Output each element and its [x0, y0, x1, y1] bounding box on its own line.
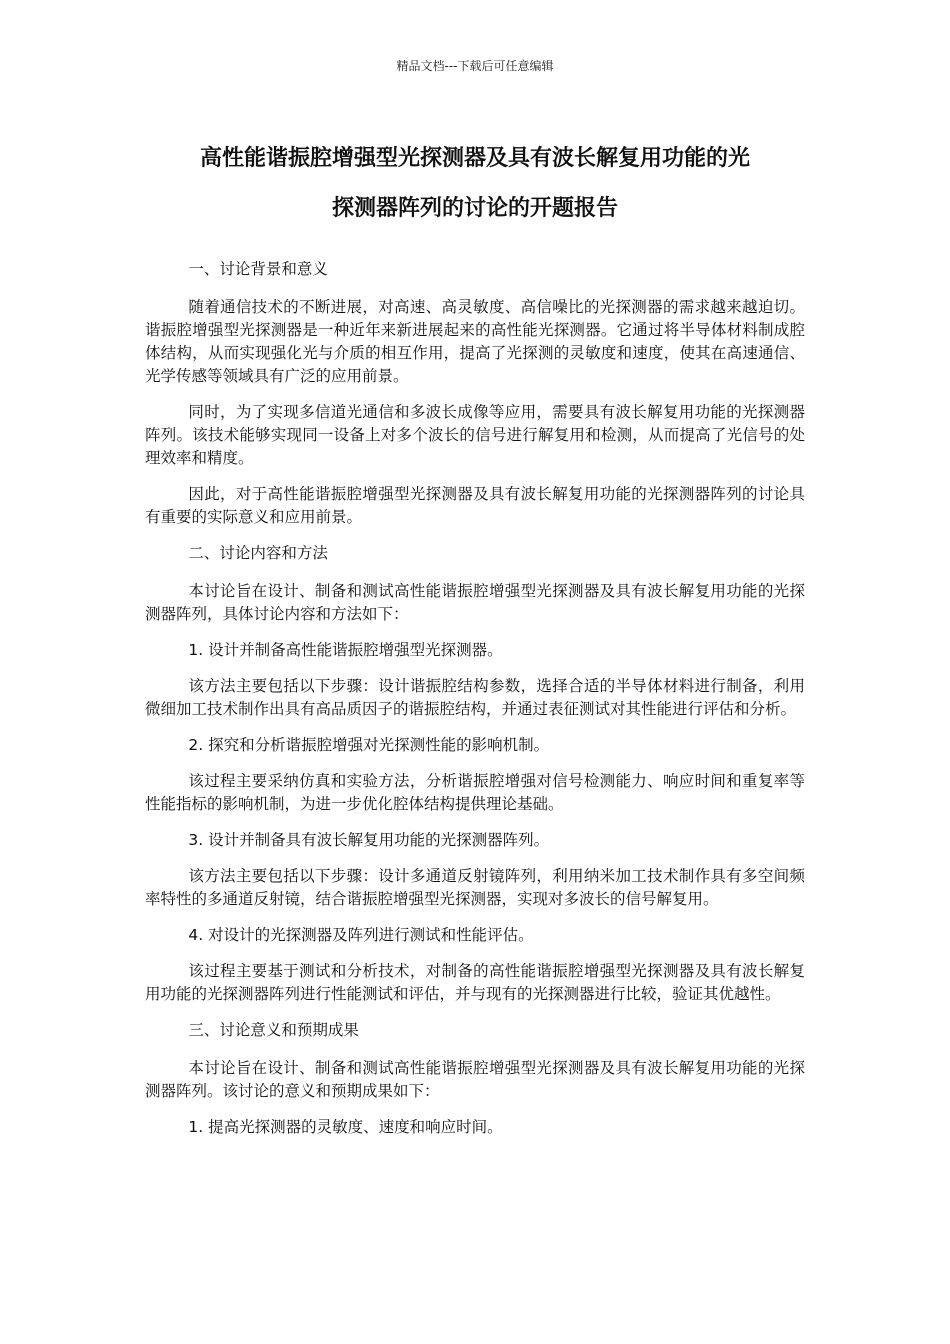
document-body — [145, 258, 805, 1152]
list-item: 4. 对设计的光探测器及阵列进行测试和性能评估。 — [188, 926, 534, 944]
section-heading-background: 一、讨论背景和意义 — [188, 260, 328, 278]
paragraph: 本讨论旨在设计、制备和测试高性能谐振腔增强型光探测器及具有波长解复用功能的光探测器阵列。该讨论的意义和预期成果如下： — [145, 1059, 805, 1100]
list-item: 3. 设计并制备具有波长解复用功能的光探测器阵列。 — [188, 831, 550, 849]
title-line-1: 高性能谐振腔增强型光探测器及具有波长解复用功能的光 — [199, 146, 750, 171]
document-title — [145, 134, 805, 234]
list-item: 2. 探究和分析谐振腔增强对光探测性能的影响机制。 — [188, 736, 550, 754]
paragraph: 该方法主要包括以下步骤：设计多通道反射镜阵列，利用纳米加工技术制作具有多空间频率特性的多通道反射镜，结合谐振腔增强型光探测器，实现对多波长的信号解复用。 — [145, 867, 805, 908]
paragraph: 该方法主要包括以下步骤：设计谐振腔结构参数，选择合适的半导体材料进行制备，利用微细加工技术制作出具有高品质因子的谐振腔结构，并通过表征测试对其性能进行评估和分析。 — [145, 677, 805, 718]
paragraph: 本讨论旨在设计、制备和测试高性能谐振腔增强型光探测器及具有波长解复用功能的光探测器阵列，具体讨论内容和方法如下： — [145, 582, 805, 623]
title-line-2: 探测器阵列的讨论的开题报告 — [331, 196, 618, 221]
section-heading-content-method: 二、讨论内容和方法 — [188, 544, 328, 562]
list-item: 1. 提高光探测器的灵敏度、速度和响应时间。 — [188, 1118, 503, 1136]
section-heading-significance: 三、讨论意义和预期成果 — [188, 1021, 359, 1039]
paragraph: 该过程主要基于测试和分析技术，对制备的高性能谐振腔增强型光探测器及具有波长解复用功能的光探测器阵列进行性能测试和评估，并与现有的光探测器进行比较，验证其优越性。 — [145, 962, 805, 1003]
paragraph: 随着通信技术的不断进展，对高速、高灵敏度、高信噪比的光探测器的需求越来越迫切。谐振腔增强型光探测器是一种近年来新进展起来的高性能光探测器。它通过将半导体材料制成腔体结构，从而实现强化光与介质的相互作用，提高了光探测的灵敏度和速度，使其在高速通信、光学传感等领域具有广泛的应用前景。 — [145, 298, 805, 385]
list-item: 1. 设计并制备高性能谐振腔增强型光探测器。 — [188, 641, 503, 659]
paragraph: 该过程主要采纳仿真和实验方法，分析谐振腔增强对信号检测能力、响应时间和重复率等性能指标的影响机制，为进一步优化腔体结构提供理论基础。 — [145, 772, 805, 813]
page-header: 精品文档---下载后可任意编辑 — [396, 59, 554, 73]
paragraph: 同时，为了实现多信道光通信和多波长成像等应用，需要具有波长解复用功能的光探测器阵列。该技术能够实现同一设备上对多个波长的信号进行解复用和检测，从而提高了光信号的处理效率和精度。 — [145, 403, 805, 467]
paragraph: 因此，对于高性能谐振腔增强型光探测器及具有波长解复用功能的光探测器阵列的讨论具有重要的实际意义和应用前景。 — [145, 485, 805, 526]
